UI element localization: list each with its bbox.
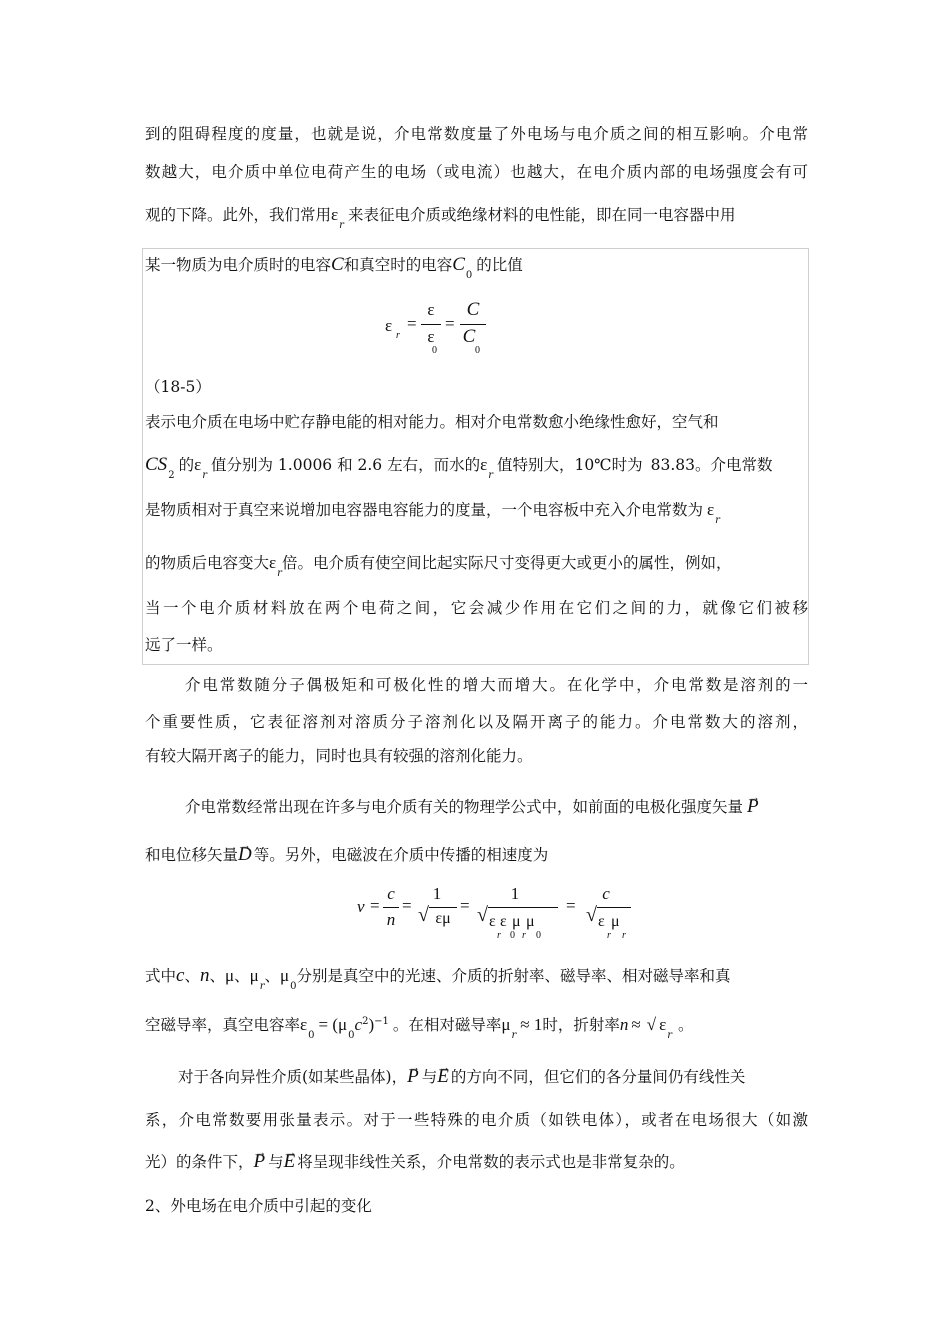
text-line: 表示电介质在电场中贮存静电能的相对能力。相对介电常数愈小绝缘性愈好，空气和 xyxy=(145,413,719,431)
text-line: 远了一样。 xyxy=(145,636,223,654)
text-line: 数越大，电介质中单位电荷产生的电场（或电流）也越大，在电介质内部的电场强度会有可 xyxy=(145,163,808,181)
equation-label: （18-5） xyxy=(145,378,211,396)
text-line: 的物质后电容变大$\varepsilon_r$倍。电介质有使空间比起实际尺寸变得更大或更小的属性，例如， xyxy=(145,553,732,579)
text-line: 某一物质为电介质时的电容C和真空时的电容$C_0$的比值 xyxy=(145,254,523,281)
text-line: 和电位移矢量→ D 等。另外，电磁波在介质中传播的相速度为 xyxy=(145,845,548,865)
text-line: 介电常数经常出现在许多与电介质有关的物理学公式中，如前面的电极化强度矢量→ P xyxy=(185,797,759,817)
text-line: 是物质相对于真空来说增加电容器电容能力的度量，一个电容板中充入介电常数为 $\varepsilon_r$ xyxy=(145,500,720,526)
text-line: 介电常数随分子偶极矩和可极化性的增大而增大。在化学中，介电常数是溶剂的一 xyxy=(185,676,808,694)
text-line: 个重要性质，它表征溶剂对溶质分子溶剂化以及隔开离子的能力。介电常数大的溶剂， xyxy=(145,713,808,731)
text-line: 式中c、n、μ、$\mu_r$、$\mu_0$分别是真空中的光速、介质的折射率、磁导率、相对磁导率和真 xyxy=(145,965,731,992)
text-line: 观的下降。此外，我们常用$\varepsilon_r$来表征电介质或绝缘材料的电性能，即在同一电容器中用 xyxy=(145,205,736,231)
text-line: 光）的条件下，→ P 与→ E 将呈现非线性关系，介电常数的表示式也是非常复杂的。 xyxy=(145,1152,685,1172)
text-line: 当一个电介质材料放在两个电荷之间，它会减少作用在它们之间的力，就像它们被移 xyxy=(145,599,808,617)
text-line: 空磁导率，真空电容率$\varepsilon_0= (\mu_0c^2)^{-1}$ 。在相对磁导率$\mu_r\approx 1$时，折射率n ≈ √ $\varepsilon_r$。 xyxy=(145,1015,694,1041)
text-line: 到的阻碍程度的度量，也就是说，介电常数度量了外电场与电介质之间的相互影响。介电常 xyxy=(145,125,808,143)
text-line: 有较大隔开离子的能力，同时也具有较强的溶剂化能力。 xyxy=(145,747,533,765)
text-line: $CS_2$的$\varepsilon_r$值分别为 1.0006 和 2.6 左右，而水的$\varepsilon_r$值特别大，10℃时为 83.83。介电常数 xyxy=(145,454,773,481)
section-heading: 2、外电场在电介质中引起的变化 xyxy=(145,1197,372,1215)
text-line: 对于各向异性介质(如某些晶体)，→ P 与→ E 的方向不同，但它们的各分量间仍有线性关 xyxy=(178,1067,745,1087)
text-line: 系，介电常数要用张量表示。对于一些特殊的电介质（如铁电体），或者在电场很大（如激 xyxy=(145,1111,808,1129)
